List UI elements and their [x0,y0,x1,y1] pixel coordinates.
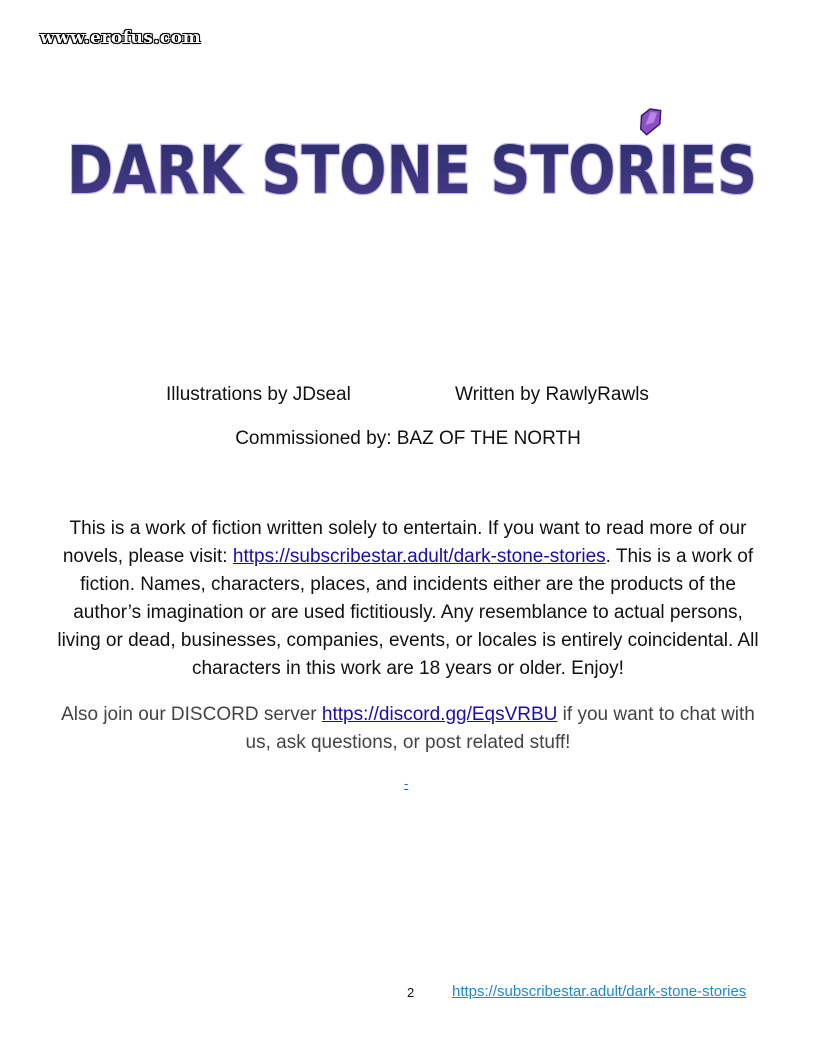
disclaimer-text-end: . This is a work of fiction. Names, characters, places, and incidents either are the products of the author’s imagination or are used fictitiously. Any resemblance to actual persons, living or dead, businesses, companies, events, or locales is entirely coincidental. All characters in this work are 18 years or older. Enjoy! [57,546,759,679]
credits-row [0,384,816,410]
disclaimer-text-start: This is a work of fiction written solely to entertain. If you want to read more of our novels, please visit: [62,518,747,567]
page-number: 2 [407,985,415,1000]
commissioned-credit: Commissioned by: BAZ OF THE NORTH [235,428,581,449]
illustrator-credit: Illustrations by JDseal [166,384,351,405]
subscribestar-link[interactable]: https://subscribestar.adult/dark-stone-stories [232,546,606,567]
discord-text-end: if you want to chat with us, ask questions, or post related stuff! [245,704,755,753]
disclaimer-paragraph [52,515,764,683]
dash-link[interactable]: - [404,776,409,791]
discord-paragraph [52,701,764,757]
logo-text: DARK STONE STORIES [67,132,757,209]
discord-text-start: Also join our DISCORD server [61,704,322,725]
writer-credit: Written by RawlyRawls [455,384,649,405]
watermark: www.erofus.com [40,28,202,48]
title-logo [62,105,762,209]
footer-link[interactable]: https://subscribestar.adult/dark-stone-stories [452,983,747,1000]
discord-link[interactable]: https://discord.gg/EqsVRBU [321,704,558,725]
